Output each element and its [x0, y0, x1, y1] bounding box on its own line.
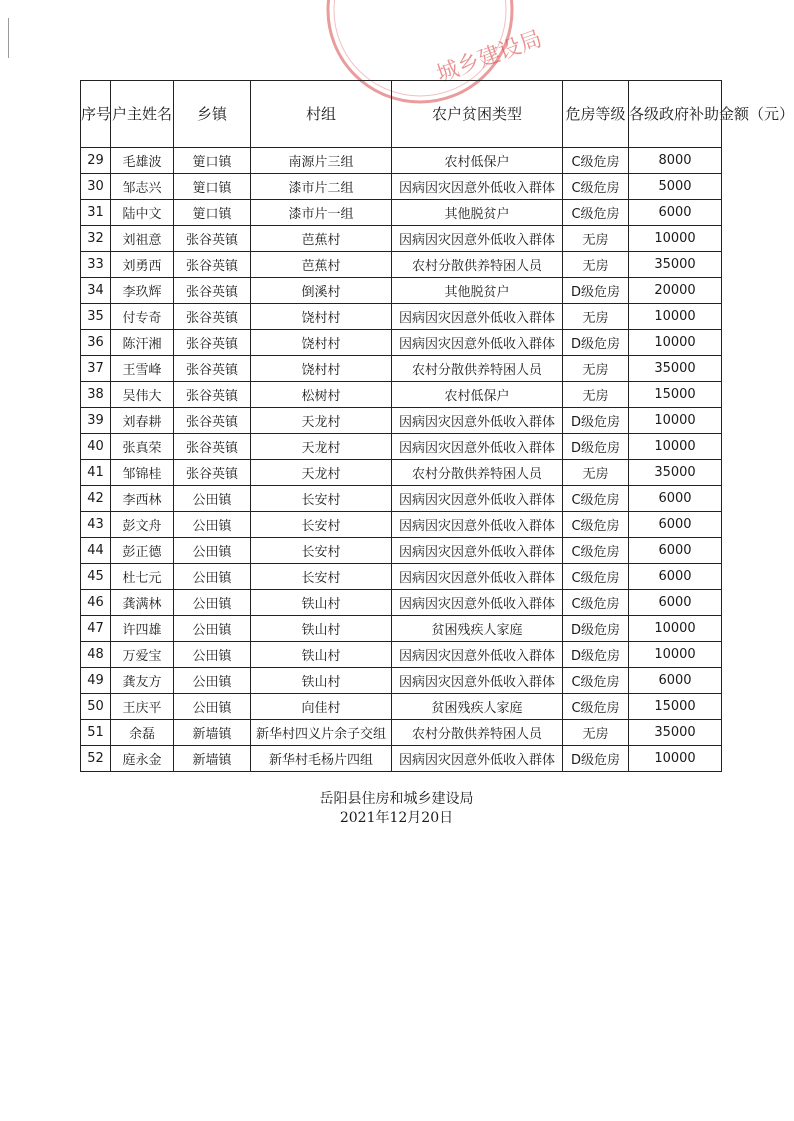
- cell-name: 毛雄波: [111, 148, 174, 174]
- cell-no: 34: [81, 278, 111, 304]
- cell-type: 因病因灾因意外低收入群体: [392, 564, 563, 590]
- cell-no: 30: [81, 174, 111, 200]
- cell-type: 贫困残疾人家庭: [392, 616, 563, 642]
- cell-type: 农村低保户: [392, 382, 563, 408]
- cell-type: 因病因灾因意外低收入群体: [392, 434, 563, 460]
- cell-village: 芭蕉村: [251, 252, 392, 278]
- cell-level: 无房: [563, 304, 629, 330]
- subsidy-table: [80, 80, 794, 772]
- cell-level: C级危房: [563, 148, 629, 174]
- cell-village: 饶村村: [251, 330, 392, 356]
- cell-level: C级危房: [563, 564, 629, 590]
- cell-level: D级危房: [563, 434, 629, 460]
- cell-village: 松树村: [251, 382, 392, 408]
- cell-town: 公田镇: [174, 564, 251, 590]
- cell-town: 新墙镇: [174, 746, 251, 772]
- cell-no: 33: [81, 252, 111, 278]
- table-row: [81, 538, 722, 564]
- cell-no: 48: [81, 642, 111, 668]
- cell-type: 因病因灾因意外低收入群体: [392, 174, 563, 200]
- cell-village: 漆市片一组: [251, 200, 392, 226]
- cell-grant: 5000: [629, 174, 722, 200]
- cell-village: 天龙村: [251, 460, 392, 486]
- cell-type: 因病因灾因意外低收入群体: [392, 486, 563, 512]
- cell-village: 天龙村: [251, 408, 392, 434]
- cell-no: 43: [81, 512, 111, 538]
- cell-town: 公田镇: [174, 512, 251, 538]
- cell-village: 长安村: [251, 486, 392, 512]
- cell-level: C级危房: [563, 174, 629, 200]
- table-row: [81, 174, 722, 200]
- table-row: [81, 408, 722, 434]
- cell-type: 农村分散供养特困人员: [392, 252, 563, 278]
- cell-village: 长安村: [251, 564, 392, 590]
- cell-no: 40: [81, 434, 111, 460]
- cell-type: 因病因灾因意外低收入群体: [392, 408, 563, 434]
- cell-no: 31: [81, 200, 111, 226]
- cell-town: 张谷英镇: [174, 252, 251, 278]
- cell-name: 刘春耕: [111, 408, 174, 434]
- cell-grant: 10000: [629, 408, 722, 434]
- table-row: [81, 330, 722, 356]
- cell-type: 农村分散供养特困人员: [392, 460, 563, 486]
- cell-level: 无房: [563, 356, 629, 382]
- cell-grant: 15000: [629, 382, 722, 408]
- header-village: 村组: [251, 81, 392, 148]
- cell-level: 无房: [563, 460, 629, 486]
- cell-town: 公田镇: [174, 668, 251, 694]
- table-row: [81, 564, 722, 590]
- seal-text: 城乡建设局: [433, 26, 546, 88]
- cell-grant: 10000: [629, 642, 722, 668]
- cell-type: 农村分散供养特困人员: [392, 356, 563, 382]
- cell-village: 新华村四义片余子交组: [251, 720, 392, 746]
- table-row: [81, 148, 722, 174]
- cell-name: 刘祖意: [111, 226, 174, 252]
- cell-town: 筻口镇: [174, 200, 251, 226]
- cell-village: 铁山村: [251, 668, 392, 694]
- cell-village: 铁山村: [251, 590, 392, 616]
- cell-grant: 10000: [629, 304, 722, 330]
- cell-town: 张谷英镇: [174, 278, 251, 304]
- cell-name: 庭永金: [111, 746, 174, 772]
- cell-grant: 6000: [629, 668, 722, 694]
- cell-level: D级危房: [563, 642, 629, 668]
- cell-village: 向佳村: [251, 694, 392, 720]
- cell-grant: 15000: [629, 694, 722, 720]
- cell-no: 45: [81, 564, 111, 590]
- table-row: [81, 226, 722, 252]
- cell-no: 35: [81, 304, 111, 330]
- cell-grant: 6000: [629, 200, 722, 226]
- table-row: [81, 720, 722, 746]
- table-row: [81, 200, 722, 226]
- cell-level: 无房: [563, 226, 629, 252]
- cell-no: 46: [81, 590, 111, 616]
- cell-town: 张谷英镇: [174, 330, 251, 356]
- cell-type: 其他脱贫户: [392, 200, 563, 226]
- cell-level: C级危房: [563, 694, 629, 720]
- cell-name: 陆中文: [111, 200, 174, 226]
- cell-no: 44: [81, 538, 111, 564]
- cell-name: 彭文舟: [111, 512, 174, 538]
- cell-level: C级危房: [563, 512, 629, 538]
- cell-name: 杜七元: [111, 564, 174, 590]
- cell-village: 饶村村: [251, 356, 392, 382]
- header-town: 乡镇: [174, 81, 251, 148]
- cell-town: 公田镇: [174, 486, 251, 512]
- cell-village: 长安村: [251, 538, 392, 564]
- cell-name: 王雪峰: [111, 356, 174, 382]
- cell-grant: 35000: [629, 460, 722, 486]
- scan-edge-mark: [8, 18, 9, 58]
- cell-grant: 10000: [629, 746, 722, 772]
- cell-name: 邹锦桂: [111, 460, 174, 486]
- cell-village: 南源片三组: [251, 148, 392, 174]
- cell-town: 公田镇: [174, 642, 251, 668]
- cell-village: 饶村村: [251, 304, 392, 330]
- cell-grant: 8000: [629, 148, 722, 174]
- cell-level: D级危房: [563, 616, 629, 642]
- cell-village: 倒溪村: [251, 278, 392, 304]
- cell-no: 49: [81, 668, 111, 694]
- cell-town: 公田镇: [174, 538, 251, 564]
- cell-name: 刘勇西: [111, 252, 174, 278]
- cell-no: 39: [81, 408, 111, 434]
- table-row: [81, 486, 722, 512]
- cell-type: 因病因灾因意外低收入群体: [392, 590, 563, 616]
- cell-village: 芭蕉村: [251, 226, 392, 252]
- cell-town: 公田镇: [174, 694, 251, 720]
- cell-no: 38: [81, 382, 111, 408]
- cell-name: 吴伟大: [111, 382, 174, 408]
- cell-grant: 6000: [629, 590, 722, 616]
- cell-name: 张真荣: [111, 434, 174, 460]
- table-row: [81, 616, 722, 642]
- cell-name: 李玖辉: [111, 278, 174, 304]
- table-row: [81, 460, 722, 486]
- table-row: [81, 746, 722, 772]
- cell-name: 许四雄: [111, 616, 174, 642]
- table-row: [81, 642, 722, 668]
- cell-level: C级危房: [563, 590, 629, 616]
- cell-town: 公田镇: [174, 590, 251, 616]
- table-row: [81, 694, 722, 720]
- cell-no: 42: [81, 486, 111, 512]
- cell-name: 彭正德: [111, 538, 174, 564]
- table-row: [81, 434, 722, 460]
- table-row: [81, 668, 722, 694]
- cell-grant: 6000: [629, 538, 722, 564]
- cell-no: 32: [81, 226, 111, 252]
- cell-level: 无房: [563, 252, 629, 278]
- cell-type: 其他脱贫户: [392, 278, 563, 304]
- table-row: [81, 590, 722, 616]
- cell-village: 天龙村: [251, 434, 392, 460]
- cell-no: 50: [81, 694, 111, 720]
- cell-level: C级危房: [563, 486, 629, 512]
- cell-village: 铁山村: [251, 642, 392, 668]
- cell-grant: 10000: [629, 434, 722, 460]
- cell-town: 筻口镇: [174, 148, 251, 174]
- cell-grant: 10000: [629, 616, 722, 642]
- header-grant: 各级政府补助金额（元）: [629, 81, 722, 148]
- cell-level: C级危房: [563, 538, 629, 564]
- cell-level: 无房: [563, 720, 629, 746]
- header-no: 序号: [81, 81, 111, 148]
- cell-type: 农村分散供养特困人员: [392, 720, 563, 746]
- cell-town: 张谷英镇: [174, 226, 251, 252]
- cell-no: 37: [81, 356, 111, 382]
- cell-grant: 10000: [629, 330, 722, 356]
- table-row: [81, 278, 722, 304]
- cell-name: 付专奇: [111, 304, 174, 330]
- header-name: 户主姓名: [111, 81, 174, 148]
- cell-level: D级危房: [563, 408, 629, 434]
- cell-name: 王庆平: [111, 694, 174, 720]
- cell-village: 铁山村: [251, 616, 392, 642]
- cell-no: 52: [81, 746, 111, 772]
- cell-town: 张谷英镇: [174, 356, 251, 382]
- table-row: [81, 356, 722, 382]
- cell-town: 张谷英镇: [174, 434, 251, 460]
- cell-type: 因病因灾因意外低收入群体: [392, 746, 563, 772]
- cell-name: 万爱宝: [111, 642, 174, 668]
- cell-level: D级危房: [563, 746, 629, 772]
- cell-level: C级危房: [563, 200, 629, 226]
- issuing-org: 岳阳县住房和城乡建设局: [319, 791, 474, 807]
- cell-type: 贫困残疾人家庭: [392, 694, 563, 720]
- cell-town: 公田镇: [174, 616, 251, 642]
- cell-no: 51: [81, 720, 111, 746]
- cell-no: 41: [81, 460, 111, 486]
- cell-level: 无房: [563, 382, 629, 408]
- cell-no: 29: [81, 148, 111, 174]
- cell-level: C级危房: [563, 668, 629, 694]
- cell-type: 农村低保户: [392, 148, 563, 174]
- cell-name: 李西林: [111, 486, 174, 512]
- cell-name: 龚满林: [111, 590, 174, 616]
- issue-date: 2021年12月20日: [339, 810, 454, 826]
- cell-type: 因病因灾因意外低收入群体: [392, 642, 563, 668]
- cell-village: 漆市片二组: [251, 174, 392, 200]
- cell-no: 36: [81, 330, 111, 356]
- cell-grant: 10000: [629, 226, 722, 252]
- table-row: [81, 512, 722, 538]
- cell-type: 因病因灾因意外低收入群体: [392, 304, 563, 330]
- table-row: [81, 252, 722, 278]
- cell-type: 因病因灾因意外低收入群体: [392, 512, 563, 538]
- header-poverty-type: 农户贫困类型: [392, 81, 563, 148]
- cell-grant: 35000: [629, 252, 722, 278]
- table-row: [81, 382, 722, 408]
- cell-grant: 6000: [629, 512, 722, 538]
- table-row: [81, 304, 722, 330]
- cell-town: 新墙镇: [174, 720, 251, 746]
- cell-type: 因病因灾因意外低收入群体: [392, 330, 563, 356]
- cell-village: 新华村毛杨片四组: [251, 746, 392, 772]
- cell-no: 47: [81, 616, 111, 642]
- cell-name: 龚友方: [111, 668, 174, 694]
- cell-name: 余磊: [111, 720, 174, 746]
- cell-grant: 6000: [629, 486, 722, 512]
- cell-grant: 35000: [629, 720, 722, 746]
- cell-town: 筻口镇: [174, 174, 251, 200]
- cell-level: D级危房: [563, 330, 629, 356]
- cell-town: 张谷英镇: [174, 408, 251, 434]
- cell-type: 因病因灾因意外低收入群体: [392, 226, 563, 252]
- cell-type: 因病因灾因意外低收入群体: [392, 538, 563, 564]
- cell-grant: 6000: [629, 564, 722, 590]
- table-header-row: [81, 81, 722, 148]
- cell-type: 因病因灾因意外低收入群体: [392, 668, 563, 694]
- cell-village: 长安村: [251, 512, 392, 538]
- cell-town: 张谷英镇: [174, 382, 251, 408]
- cell-town: 张谷英镇: [174, 460, 251, 486]
- cell-name: 陈汗湘: [111, 330, 174, 356]
- cell-grant: 35000: [629, 356, 722, 382]
- cell-name: 邹志兴: [111, 174, 174, 200]
- cell-level: D级危房: [563, 278, 629, 304]
- header-house-level: 危房等级: [563, 81, 629, 148]
- cell-town: 张谷英镇: [174, 304, 251, 330]
- cell-grant: 20000: [629, 278, 722, 304]
